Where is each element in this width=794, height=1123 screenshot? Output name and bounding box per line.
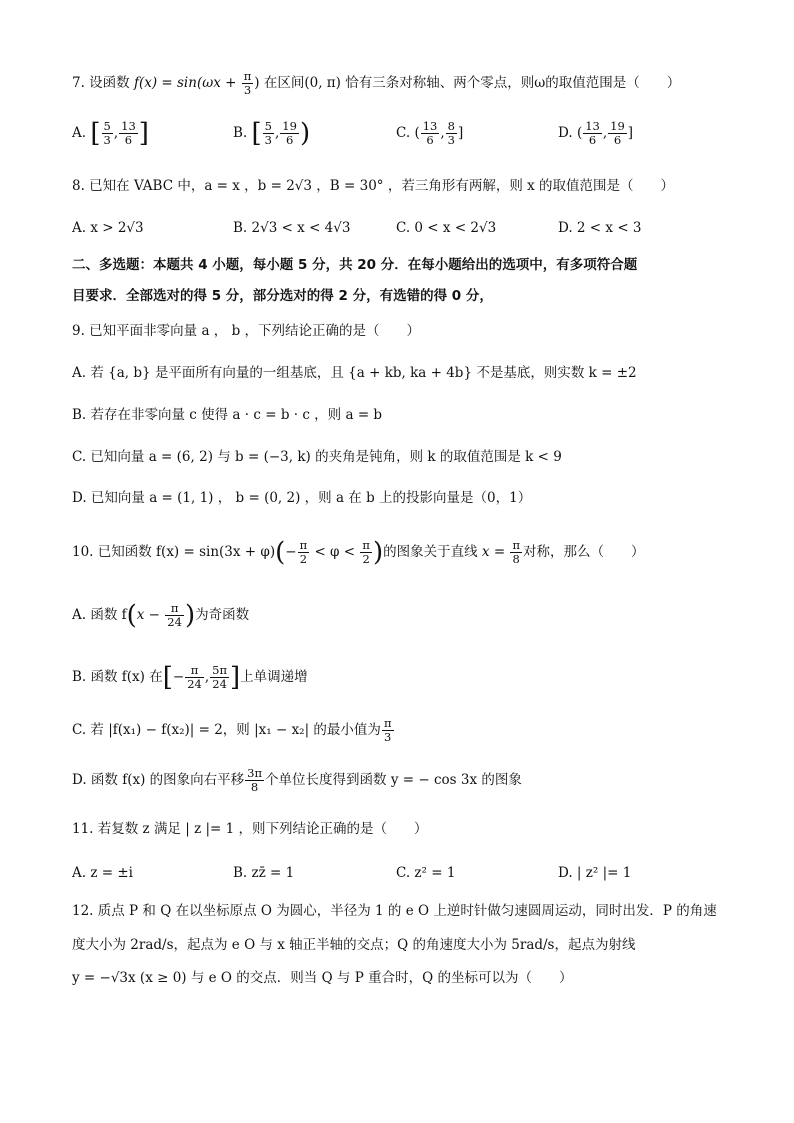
- q12-line3: y = −√3x (x ≥ 0) 与 e O 的交点．则当 Q 与 P 重合时，Q 的坐标可以为（ ）: [72, 970, 573, 986]
- q10-option-b: B. 函数 f(x) 在[− $\frac{\pi}{24}$ , $\frac{5\pi}{24}$ ]上单调递增: [72, 662, 308, 693]
- q8-stem: 8. 已知在 VABC 中，a = x ，b = 2√3 ，B = 30° ，若三角形有两解，则 x 的取值范围是（ ）: [72, 178, 675, 194]
- q8-option-d: D. 2 < x < 3: [558, 220, 642, 236]
- q7-stem: 7. 设函数 f(x) = sin(ωx + $\frac{\pi}{3}$ ) 在区间(0, π) 恰有三条对称轴、两个零点，则ω的取值范围是（ ）: [72, 69, 681, 97]
- q10-stem: 10. 已知函数 f(x) = sin(3x + φ)(− $\frac{\pi}{2}$ < φ < $\frac{\pi}{2}$ )的图象关于直线 x = $\frac{\pi}{8}$ 对称，那么（ ）: [72, 537, 645, 568]
- q8-option-b: B. 2√3 < x < 4√3: [233, 220, 351, 236]
- q7-option-d: D. ( $\frac{13}{6}$ , $\frac{19}{6}$ ]: [558, 119, 634, 147]
- q11-option-c: C. z² = 1: [396, 865, 456, 881]
- q9-option-c: C. 已知向量 a = (6, 2) 与 b = (−3, k) 的夹角是钝角，则 k 的取值范围是 k < 9: [72, 449, 562, 465]
- q9-option-d: D. 已知向量 a = (1, 1) ， b = (0, 2) ，则 a 在 b 上的投影向量是（0，1）: [72, 490, 532, 506]
- q7-option-a: A. [ $\frac{5}{3}$ , $\frac{13}{6}$ ]: [72, 118, 149, 149]
- q7-option-c: C. ( $\frac{13}{6}$ , $\frac{8}{3}$ ]: [396, 119, 464, 147]
- q10-option-d: D. 函数 f(x) 的图象向右平移 $\frac{3\pi}{8}$ 个单位长度得到函数 y = − cos 3x 的图象: [72, 766, 522, 794]
- q11-option-b: B. zz̄ = 1: [233, 865, 295, 881]
- q11-stem: 11. 若复数 z 满足 | z |= 1 ，则下列结论正确的是（ ）: [72, 821, 428, 837]
- q12-line1: 12. 质点 P 和 Q 在以坐标原点 O 为圆心，半径为 1 的 e O 上逆时针做匀速圆周运动，同时出发．P 的角速: [72, 903, 717, 919]
- q11-option-d: D. | z² |= 1: [558, 865, 632, 881]
- q8-option-a: A. x > 2√3: [72, 220, 144, 236]
- q12-line2: 度大小为 2rad/s，起点为 e O 与 x 轴正半轴的交点；Q 的角速度大小为 5rad/s，起点为射线: [72, 937, 636, 953]
- q9-stem: 9. 已知平面非零向量 a ， b ，下列结论正确的是（ ）: [72, 323, 421, 339]
- section-heading-line1: 二、多选题：本题共 4 小题，每小题 5 分，共 20 分．在每小题给出的选项中，有多项符合题: [72, 257, 638, 273]
- q8-option-c: C. 0 < x < 2√3: [396, 220, 497, 236]
- q10-option-c: C. 若 |f(x₁) − f(x₂)| = 2，则 |x₁ − x₂| 的最小值为 $\frac{\pi}{3}$: [72, 716, 392, 744]
- section-heading-line2: 目要求．全部选对的得 5 分，部分选对的得 2 分，有选错的得 0 分，: [72, 288, 493, 304]
- pi-over-3-fraction: $\frac{\pi}{3}$: [243, 69, 252, 97]
- q7-option-b: B. [ $\frac{5}{3}$ , $\frac{19}{6}$ ): [233, 118, 311, 149]
- q10-option-a: A. 函数 f(x − $\frac{\pi}{24}$ )为奇函数: [72, 600, 250, 631]
- q9-option-b: B. 若存在非零向量 c 使得 a · c = b · c ，则 a = b: [72, 407, 383, 423]
- q11-option-a: A. z = ±i: [72, 865, 133, 881]
- q9-option-a: A. 若 {a, b} 是平面所有向量的一组基底，且 {a + kb, ka + 4b} 不是基底，则实数 k = ±2: [72, 365, 637, 381]
